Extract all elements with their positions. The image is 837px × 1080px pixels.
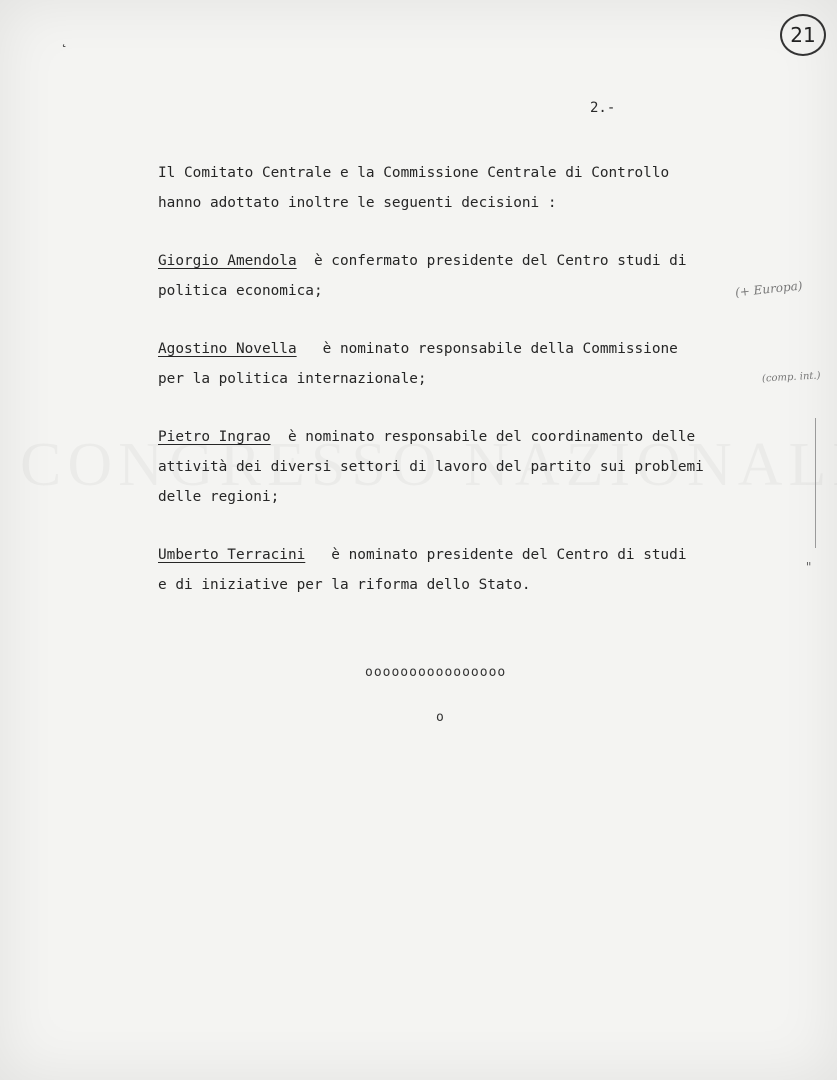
margin-mark: " — [805, 560, 813, 574]
decision-text: è confermato presidente del Centro studi di — [305, 253, 687, 269]
handwritten-note: (comp. int.) — [761, 370, 821, 385]
person-name: Umberto Terracini — [158, 547, 306, 563]
decision-terracini — [158, 540, 788, 600]
decision-text: politica economica; — [158, 283, 323, 299]
document-body — [158, 158, 788, 628]
end-mark: o — [436, 710, 444, 725]
margin-line — [815, 418, 816, 548]
handwritten-note: (+ Europa) — [734, 278, 804, 300]
person-name: Giorgio Amendola — [158, 253, 297, 269]
decision-text: è nominato presidente del Centro di studi — [322, 547, 687, 563]
intro-line: hanno adottato inoltre le seguenti decisioni : — [158, 195, 557, 211]
intro-line: Il Comitato Centrale e la Commissione Centrale di Controllo — [158, 165, 670, 181]
decision-text: per la politica internazionale; — [158, 371, 427, 387]
handwritten-page-number: 21 — [780, 14, 826, 56]
decision-text: e di iniziative per la riforma dello Stato. — [158, 577, 531, 593]
decision-ingrao — [158, 422, 788, 512]
decision-text: è nominato responsabile del coordinamento delle — [279, 429, 696, 445]
person-name: Agostino Novella — [158, 341, 297, 357]
decision-text: delle regioni; — [158, 489, 280, 505]
decision-novella — [158, 334, 788, 394]
person-name: Pietro Ingrao — [158, 429, 271, 445]
decision-text: attività dei diversi settori di lavoro del partito sui problemi — [158, 459, 704, 475]
page-number: 2.- — [590, 100, 616, 116]
corner-mark: ˛ — [60, 32, 69, 48]
separator-line: oooooooooooooooo — [365, 665, 507, 680]
decision-amendola — [158, 246, 788, 306]
decision-text: è nominato responsabile della Commissione — [313, 341, 678, 357]
intro-paragraph — [158, 158, 788, 218]
